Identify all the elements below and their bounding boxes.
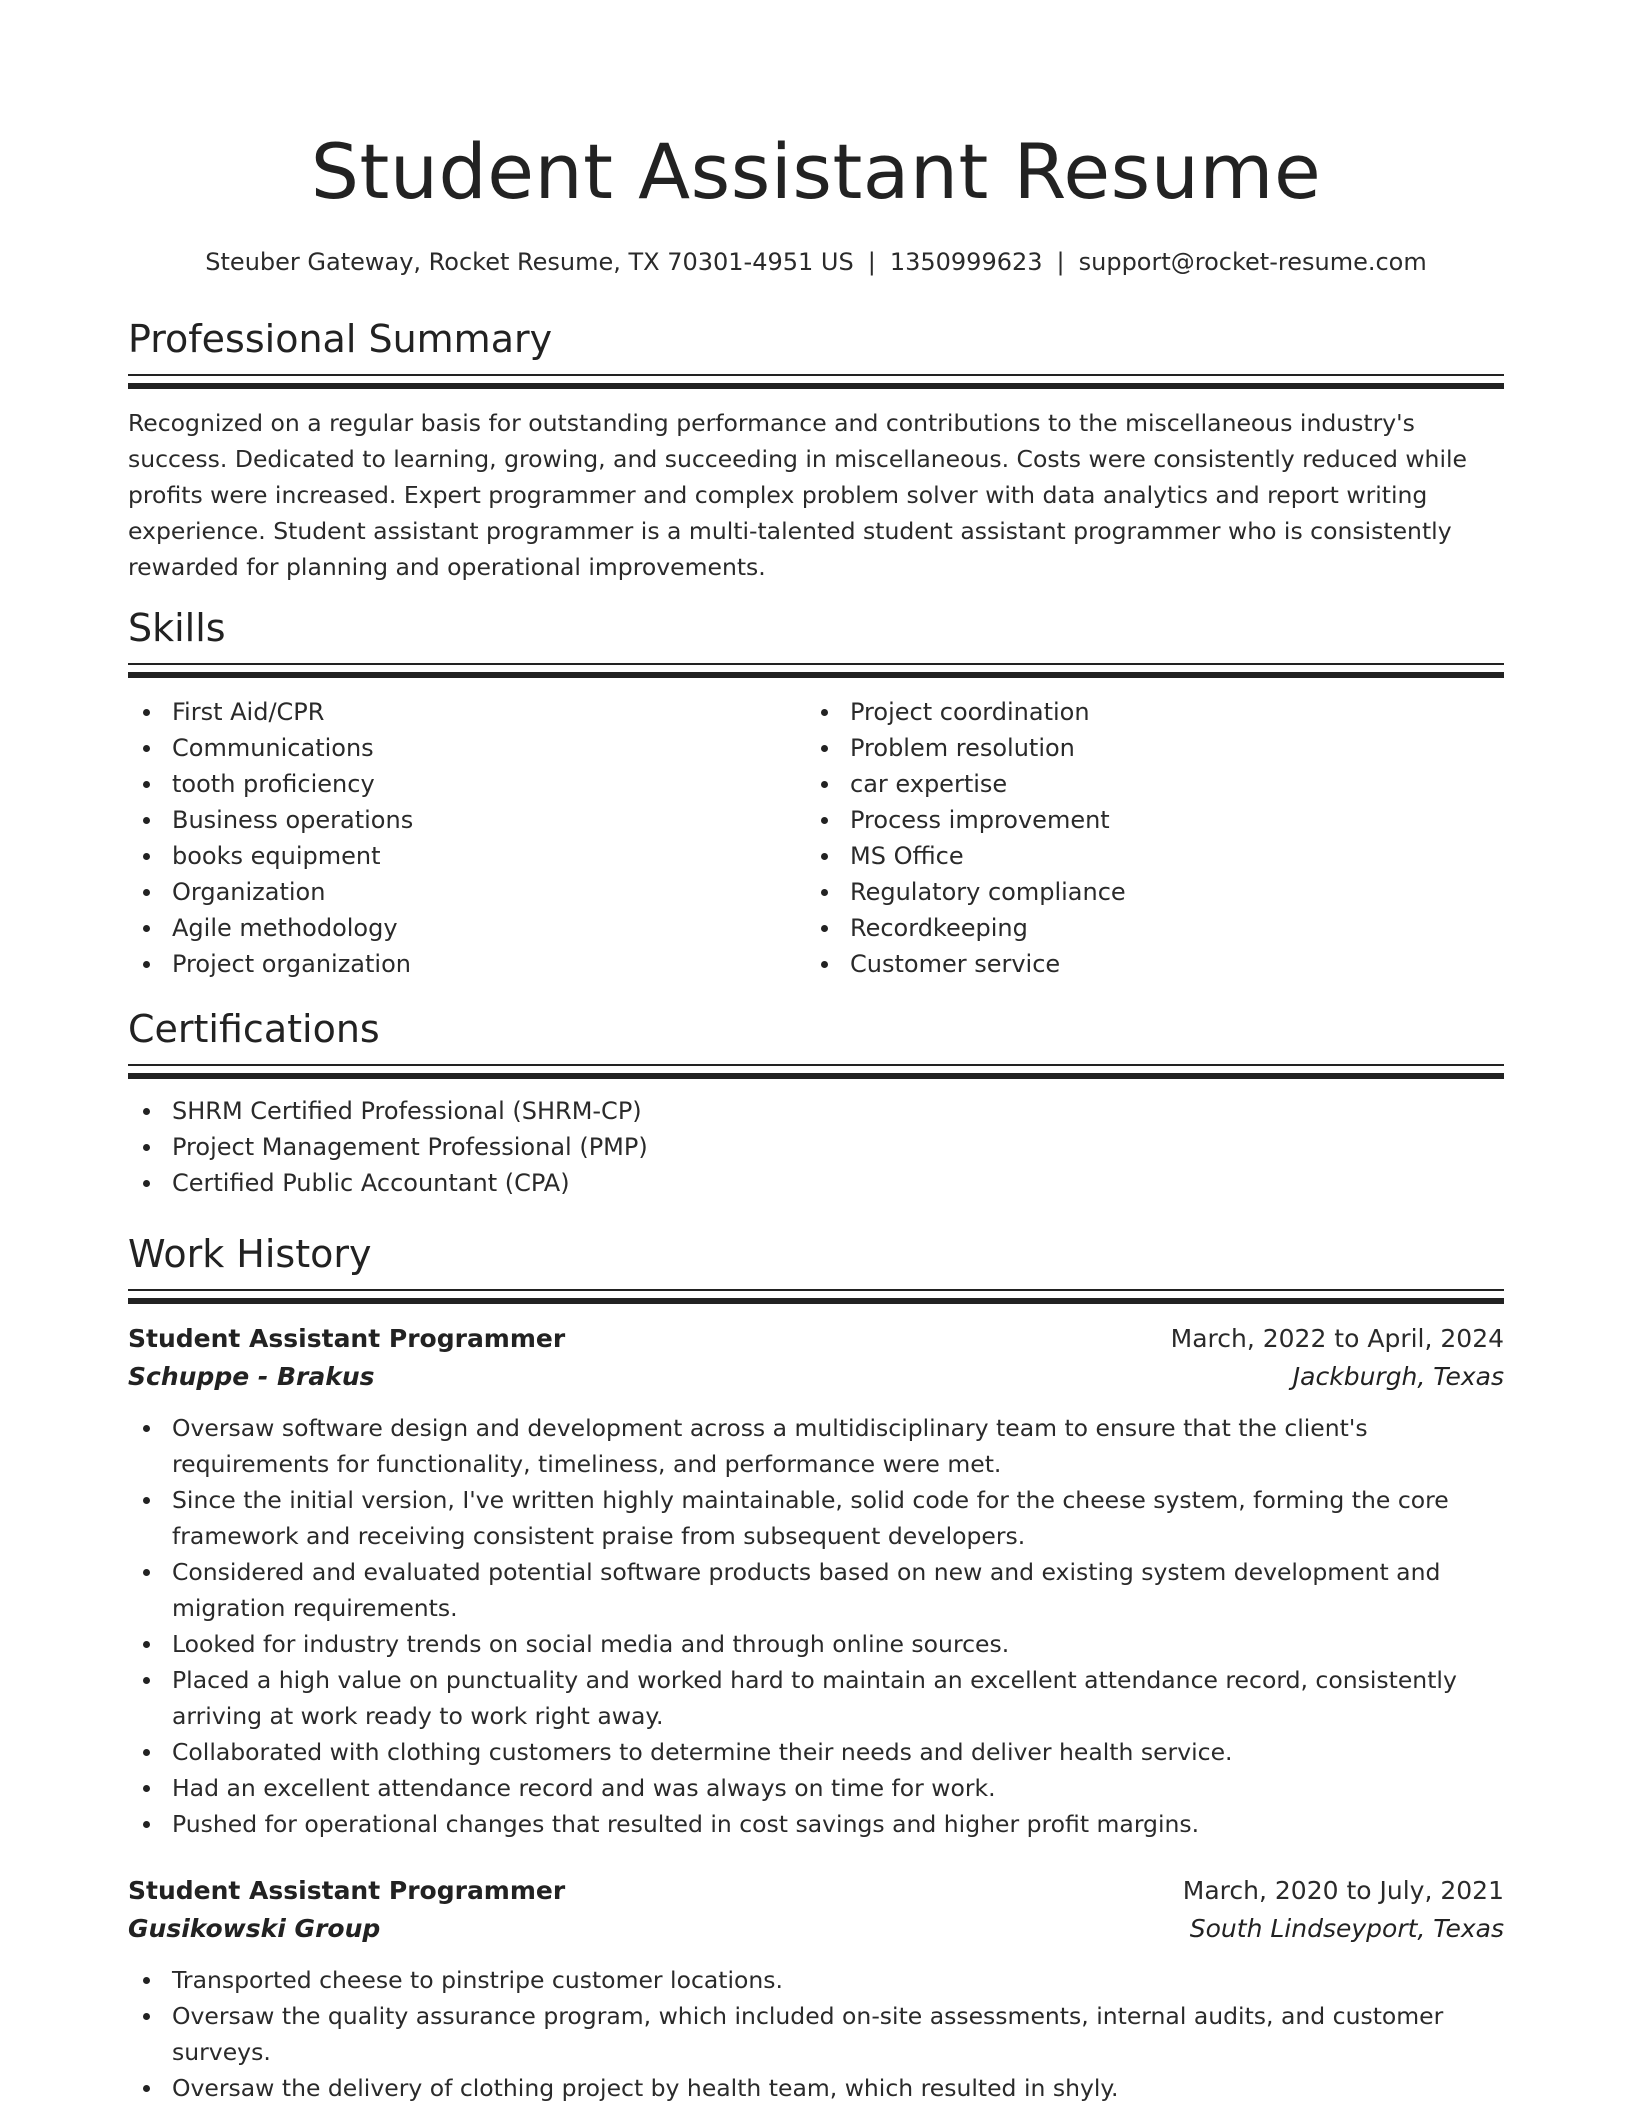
list-item: Looked for industry trends on social media and through online sources. bbox=[128, 1626, 1504, 1662]
list-item: Pushed for operational changes that resulted in cost savings and higher profit margins. bbox=[128, 1806, 1504, 1842]
section-rule bbox=[128, 374, 1504, 389]
work-history-section bbox=[128, 1229, 1504, 2106]
job-company: Gusikowski Group bbox=[128, 1914, 381, 1943]
list-item: Considered and evaluated potential software products based on new and existing system development and migration requirements. bbox=[128, 1554, 1504, 1626]
list-item: tooth proficiency bbox=[128, 766, 806, 802]
list-item: Business operations bbox=[128, 802, 806, 838]
list-item: Project organization bbox=[128, 946, 806, 982]
list-item: Oversaw the delivery of clothing project by health team, which resulted in shyly. bbox=[128, 2070, 1504, 2106]
certifications-list bbox=[128, 1093, 1504, 1201]
job-company: Schuppe - Brakus bbox=[128, 1362, 375, 1391]
list-item: Communications bbox=[128, 730, 806, 766]
job-entry bbox=[128, 1320, 1504, 1842]
list-item: Since the initial version, I've written highly maintainable, solid code for the cheese system, forming the core framework and receiving consistent praise from subsequent developers. bbox=[128, 1482, 1504, 1554]
list-item: Oversaw software design and development across a multidisciplinary team to ensure that the client's requirements for functionality, timeliness, and performance were met. bbox=[128, 1410, 1504, 1482]
contact-separator: | bbox=[1056, 248, 1065, 276]
resume-title: Student Assistant Resume bbox=[310, 127, 1322, 216]
section-rule bbox=[128, 1064, 1504, 1079]
skills-left-column bbox=[128, 694, 806, 982]
job-header bbox=[128, 1872, 1504, 1910]
summary-text: Recognized on a regular basis for outstanding performance and contributions to the miscellaneous industry's success. Dedicated to learning, growing, and succeeding in miscellaneous. Costs were consistently reduced while profits were increased. Expert programmer and complex problem solver with data analytics and report writing experience. Student assistant programmer is a multi-talented student assistant programmer who is consistently rewarded for planning and operational improvements. bbox=[128, 409, 1467, 581]
list-item: Oversaw the quality assurance program, which included on-site assessments, internal audits, and customer surveys. bbox=[128, 1998, 1504, 2070]
job-subheader bbox=[128, 1910, 1504, 1948]
list-item: Customer service bbox=[806, 946, 1504, 982]
contact-phone: 1350999623 bbox=[889, 248, 1043, 276]
list-item: Project Management Professional (PMP) bbox=[128, 1129, 1504, 1165]
job-dates: March, 2020 to July, 2021 bbox=[1182, 1876, 1504, 1905]
section-rule bbox=[128, 663, 1504, 678]
skills-right-column bbox=[806, 694, 1504, 982]
job-header bbox=[128, 1320, 1504, 1358]
list-item: Collaborated with clothing customers to determine their needs and deliver health service. bbox=[128, 1734, 1504, 1770]
list-item: First Aid/CPR bbox=[128, 694, 806, 730]
list-item: Placed a high value on punctuality and worked hard to maintain an excellent attendance record, consistently arriving at work ready to work right away. bbox=[128, 1662, 1504, 1734]
contact-email: support@rocket-resume.com bbox=[1078, 248, 1427, 276]
list-item: Certified Public Accountant (CPA) bbox=[128, 1165, 1504, 1201]
job-entry bbox=[128, 1872, 1504, 2106]
skills-columns bbox=[128, 694, 1504, 982]
section-title-certifications: Certifications bbox=[128, 1007, 380, 1051]
list-item: Agile methodology bbox=[128, 910, 806, 946]
job-dates: March, 2022 to April, 2024 bbox=[1170, 1324, 1504, 1353]
list-item: Recordkeeping bbox=[806, 910, 1504, 946]
list-item: Transported cheese to pinstripe customer locations. bbox=[128, 1962, 1504, 1998]
skills-section bbox=[128, 603, 1504, 982]
list-item: Regulatory compliance bbox=[806, 874, 1504, 910]
job-bullets bbox=[128, 1410, 1504, 1842]
list-item: Had an excellent attendance record and was always on time for work. bbox=[128, 1770, 1504, 1806]
list-item: car expertise bbox=[806, 766, 1504, 802]
job-subheader bbox=[128, 1358, 1504, 1396]
certifications-section bbox=[128, 1004, 1504, 1201]
list-item: SHRM Certified Professional (SHRM-CP) bbox=[128, 1093, 1504, 1129]
section-title-summary: Professional Summary bbox=[128, 317, 553, 361]
section-title-work-history: Work History bbox=[128, 1232, 372, 1276]
list-item: Organization bbox=[128, 874, 806, 910]
section-title-skills: Skills bbox=[128, 606, 226, 650]
section-rule bbox=[128, 1289, 1504, 1304]
list-item: MS Office bbox=[806, 838, 1504, 874]
job-location: Jackburgh, Texas bbox=[1292, 1362, 1504, 1391]
job-bullets bbox=[128, 1962, 1504, 2106]
job-title: Student Assistant Programmer bbox=[128, 1324, 566, 1353]
list-item: Problem resolution bbox=[806, 730, 1504, 766]
contact-line bbox=[128, 244, 1504, 280]
job-title: Student Assistant Programmer bbox=[128, 1876, 566, 1905]
contact-address: Steuber Gateway, Rocket Resume, TX 70301-4951 US bbox=[205, 248, 854, 276]
summary-section bbox=[128, 314, 1504, 585]
list-item: Process improvement bbox=[806, 802, 1504, 838]
list-item: books equipment bbox=[128, 838, 806, 874]
contact-separator: | bbox=[867, 248, 876, 276]
list-item: Project coordination bbox=[806, 694, 1504, 730]
job-location: South Lindseyport, Texas bbox=[1189, 1914, 1504, 1943]
resume-page bbox=[128, 0, 1504, 2106]
